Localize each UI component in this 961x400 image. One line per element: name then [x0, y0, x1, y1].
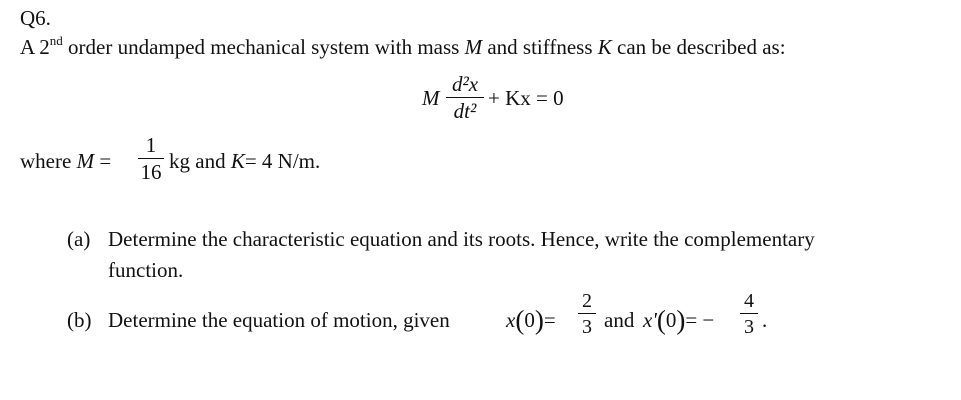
- position-denominator: 3: [582, 316, 592, 338]
- question-number: Q6.: [20, 6, 51, 30]
- initial-velocity: [643, 305, 715, 335]
- where-unit: kg and: [169, 149, 231, 173]
- velocity-arg: 0: [665, 308, 677, 332]
- velocity-var: x': [643, 308, 657, 332]
- intro-mid2: and stiffness: [482, 35, 598, 59]
- velocity-denominator: 3: [744, 316, 754, 338]
- position-numerator: 2: [582, 290, 592, 312]
- question-intro: [20, 33, 786, 59]
- equation-coefficient: M: [422, 86, 440, 110]
- equation-fraction-bar: [446, 97, 484, 98]
- initial-position: [506, 305, 556, 335]
- intro-prefix: A 2: [20, 35, 50, 59]
- intro-stiffness-var: K: [597, 35, 612, 59]
- intro-superscript: nd: [49, 33, 63, 48]
- part-b-end: .: [762, 308, 768, 332]
- part-a-label: (a): [67, 227, 91, 251]
- velocity-paren-close: ): [676, 305, 686, 335]
- equation-rest: [488, 88, 564, 109]
- velocity-fraction: [740, 291, 758, 337]
- equation-numerator: d²x: [451, 72, 479, 96]
- velocity-paren-open: (: [656, 305, 666, 335]
- equation-rest-text: + Kx = 0: [488, 86, 564, 110]
- part-b-and: and: [604, 308, 635, 332]
- where-mass-var: M: [76, 149, 95, 173]
- where-prefix-group: [20, 151, 111, 172]
- velocity-fraction-bar: [740, 313, 758, 314]
- velocity-numerator: 4: [744, 290, 754, 312]
- mass-fraction: [138, 135, 164, 183]
- part-b-label: (b): [67, 308, 92, 332]
- part-a-line2: function.: [108, 258, 184, 282]
- position-equals: =: [543, 308, 556, 332]
- velocity-equals: = −: [685, 308, 715, 332]
- where-prefix: where: [20, 149, 77, 173]
- mass-denominator: 16: [140, 160, 162, 184]
- equation-denominator: dt²: [453, 99, 477, 123]
- part-b-text: Determine the equation of motion, given: [108, 308, 450, 332]
- where-stiffness-value: = 4 N/m.: [244, 149, 321, 173]
- position-fraction: [578, 291, 596, 337]
- where-equals: =: [94, 149, 112, 173]
- intro-mid: order undamped mechanical system with mass: [62, 35, 465, 59]
- part-a-line1: Determine the characteristic equation and its roots. Hence, write the complementary: [108, 227, 815, 251]
- equation-derivative-fraction: [446, 74, 484, 122]
- where-suffix-group: [169, 151, 320, 172]
- intro-suffix: can be described as:: [611, 35, 786, 59]
- where-stiffness-var: K: [230, 149, 245, 173]
- mass-numerator: 1: [145, 133, 157, 157]
- position-var: x: [506, 308, 516, 332]
- position-fraction-bar: [578, 313, 596, 314]
- position-paren-open: (: [515, 305, 525, 335]
- position-paren-close: ): [534, 305, 544, 335]
- position-arg: 0: [524, 308, 535, 332]
- intro-mass-var: M: [464, 35, 483, 59]
- mass-fraction-bar: [138, 158, 164, 159]
